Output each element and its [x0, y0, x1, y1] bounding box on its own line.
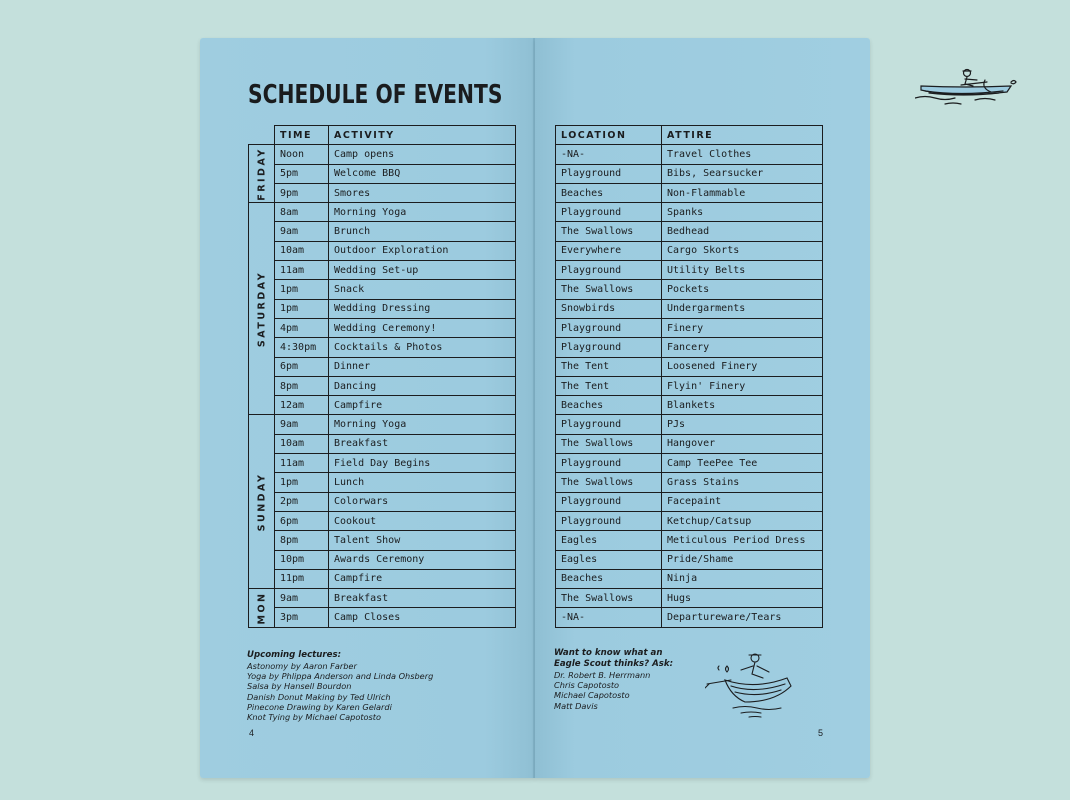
table-row	[249, 396, 516, 415]
table-row	[249, 145, 516, 164]
table-row	[249, 299, 516, 318]
location-cell: The Swallows	[556, 589, 662, 608]
table-row	[249, 531, 516, 550]
attire-cell: Camp TeePee Tee	[662, 454, 823, 473]
day-label: SUNDAY	[256, 472, 267, 532]
location-cell: Playground	[556, 164, 662, 183]
time-cell: 1pm	[275, 473, 329, 492]
lecture-item: Salsa by Hansell Bourdon	[247, 681, 352, 692]
time-cell: 11am	[275, 454, 329, 473]
time-cell: 8pm	[275, 376, 329, 395]
day-label: MON	[256, 591, 267, 625]
location-cell: -NA-	[556, 608, 662, 627]
time-cell: 11am	[275, 261, 329, 280]
location-cell: The Tent	[556, 376, 662, 395]
location-cell: Beaches	[556, 569, 662, 588]
attire-cell: Ninja	[662, 569, 823, 588]
time-cell: 2pm	[275, 492, 329, 511]
table-row	[249, 569, 516, 588]
activity-cell: Smores	[329, 183, 516, 202]
table-row	[249, 261, 516, 280]
table-row	[556, 261, 823, 280]
eagle-heading-line2: Eagle Scout thinks? Ask:	[554, 659, 674, 669]
attire-cell: Grass Stains	[662, 473, 823, 492]
table-row	[249, 608, 516, 627]
table-row	[556, 299, 823, 318]
attire-cell: Non-Flammable	[662, 183, 823, 202]
activity-cell: Cookout	[329, 511, 516, 530]
lecture-item: Yoga by Phlippa Anderson and Linda Ohsberg	[247, 671, 434, 682]
time-cell: 9am	[275, 415, 329, 434]
attire-header: ATTIRE	[662, 126, 823, 145]
location-cell: Playground	[556, 454, 662, 473]
activity-cell: Breakfast	[329, 434, 516, 453]
time-cell: 1pm	[275, 299, 329, 318]
activity-cell: Brunch	[329, 222, 516, 241]
table-row	[556, 531, 823, 550]
lecture-item: Knot Tying by Michael Capotosto	[247, 712, 382, 723]
location-cell: Playground	[556, 318, 662, 337]
table-row	[249, 589, 516, 608]
attire-cell: Fancery	[662, 338, 823, 357]
attire-cell: Flyin' Finery	[662, 376, 823, 395]
table-row	[556, 241, 823, 260]
table-header-row	[556, 126, 823, 145]
day-cell	[249, 589, 275, 628]
table-row	[249, 338, 516, 357]
location-cell: Beaches	[556, 183, 662, 202]
attire-cell: Blankets	[662, 396, 823, 415]
time-cell: 4pm	[275, 318, 329, 337]
activity-cell: Campfire	[329, 569, 516, 588]
activity-cell: Outdoor Exploration	[329, 241, 516, 260]
time-cell: 4:30pm	[275, 338, 329, 357]
attire-cell: Utility Belts	[662, 261, 823, 280]
table-row	[249, 473, 516, 492]
activity-cell: Field Day Begins	[329, 454, 516, 473]
location-cell: Playground	[556, 492, 662, 511]
location-cell: The Swallows	[556, 222, 662, 241]
activity-cell: Welcome BBQ	[329, 164, 516, 183]
location-header: LOCATION	[556, 126, 662, 145]
location-cell: Playground	[556, 338, 662, 357]
time-cell: 8am	[275, 203, 329, 222]
activity-cell: Morning Yoga	[329, 203, 516, 222]
activity-cell: Colorwars	[329, 492, 516, 511]
time-cell: 11pm	[275, 569, 329, 588]
table-row	[556, 589, 823, 608]
eagle-contact: Matt Davis	[554, 700, 598, 711]
location-cell: -NA-	[556, 145, 662, 164]
table-row	[249, 511, 516, 530]
table-row	[249, 318, 516, 337]
time-cell: Noon	[275, 145, 329, 164]
eagle-contact: Chris Capotosto	[554, 680, 620, 691]
table-row	[249, 550, 516, 569]
table-row	[249, 376, 516, 395]
day-cell	[249, 415, 275, 589]
attire-cell: Bibs, Searsucker	[662, 164, 823, 183]
attire-cell: Pockets	[662, 280, 823, 299]
activity-cell: Lunch	[329, 473, 516, 492]
table-header-row	[249, 126, 516, 145]
time-cell: 10pm	[275, 550, 329, 569]
activity-cell: Campfire	[329, 396, 516, 415]
location-cell: Beaches	[556, 396, 662, 415]
lecture-item: Astonomy by Aaron Farber	[247, 661, 357, 671]
eagle-contact: Michael Capotosto	[554, 690, 630, 701]
day-cell	[249, 203, 275, 415]
table-row	[249, 454, 516, 473]
table-row	[556, 511, 823, 530]
table-row	[556, 569, 823, 588]
time-cell: 9pm	[275, 183, 329, 202]
eagle-heading-line1: Want to know what an	[554, 648, 663, 658]
left-page	[200, 38, 535, 778]
attire-cell: Facepaint	[662, 492, 823, 511]
time-cell: 12am	[275, 396, 329, 415]
day-label: FRIDAY	[256, 146, 267, 201]
attire-cell: Undergarments	[662, 299, 823, 318]
table-row	[556, 164, 823, 183]
lecture-item: Pinecone Drawing by Karen Gelardi	[247, 701, 392, 712]
location-cell: Everywhere	[556, 241, 662, 260]
location-cell: Playground	[556, 261, 662, 280]
activity-cell: Wedding Ceremony!	[329, 318, 516, 337]
table-row	[556, 473, 823, 492]
table-row	[249, 222, 516, 241]
attire-cell: Cargo Skorts	[662, 241, 823, 260]
right-page	[535, 38, 870, 778]
activity-cell: Snack	[329, 280, 516, 299]
activity-cell: Camp opens	[329, 145, 516, 164]
location-cell: Eagles	[556, 531, 662, 550]
table-row	[556, 338, 823, 357]
table-row	[556, 550, 823, 569]
attire-cell: Bedhead	[662, 222, 823, 241]
time-cell: 9am	[275, 222, 329, 241]
time-cell: 10am	[275, 241, 329, 260]
activity-cell: Cocktails & Photos	[329, 338, 516, 357]
table-row	[556, 396, 823, 415]
page-number-left: 4	[249, 728, 255, 738]
time-cell: 9am	[275, 589, 329, 608]
day-cell	[249, 145, 275, 203]
attire-cell: Loosened Finery	[662, 357, 823, 376]
table-row	[556, 376, 823, 395]
time-cell: 1pm	[275, 280, 329, 299]
table-row	[249, 164, 516, 183]
location-attire-body	[556, 145, 823, 627]
table-row	[556, 492, 823, 511]
activity-header: ACTIVITY	[329, 126, 516, 145]
attire-cell: Travel Clothes	[662, 145, 823, 164]
table-row	[249, 280, 516, 299]
attire-cell: Pride/Shame	[662, 550, 823, 569]
location-cell: The Swallows	[556, 473, 662, 492]
table-row	[556, 608, 823, 627]
activity-cell: Wedding Set-up	[329, 261, 516, 280]
location-cell: The Tent	[556, 357, 662, 376]
table-row	[556, 183, 823, 202]
time-cell: 8pm	[275, 531, 329, 550]
attire-cell: Spanks	[662, 203, 823, 222]
table-row	[556, 222, 823, 241]
table-row	[556, 203, 823, 222]
attire-cell: PJs	[662, 415, 823, 434]
activity-cell: Wedding Dressing	[329, 299, 516, 318]
table-row	[249, 357, 516, 376]
time-cell: 6pm	[275, 357, 329, 376]
booklet-spread	[200, 38, 870, 778]
page-number-right: 5	[818, 728, 824, 738]
activity-cell: Awards Ceremony	[329, 550, 516, 569]
page-title: SCHEDULE OF EVENTS	[248, 80, 503, 110]
eagle-contact: Dr. Robert B. Herrmann	[554, 670, 651, 680]
location-cell: Playground	[556, 415, 662, 434]
table-row	[556, 454, 823, 473]
location-cell: Snowbirds	[556, 299, 662, 318]
table-row	[556, 434, 823, 453]
day-header-blank	[249, 126, 275, 145]
lecture-item: Danish Donut Making by Ted Ulrich	[247, 691, 391, 702]
activity-cell: Dinner	[329, 357, 516, 376]
rowboat-with-fisherman-illustration	[705, 650, 805, 720]
upcoming-lectures	[247, 650, 507, 722]
time-cell: 10am	[275, 434, 329, 453]
attire-cell: Finery	[662, 318, 823, 337]
location-cell: The Swallows	[556, 434, 662, 453]
activity-cell: Breakfast	[329, 589, 516, 608]
location-cell: Playground	[556, 511, 662, 530]
attire-cell: Hugs	[662, 589, 823, 608]
schedule-body	[249, 145, 516, 627]
table-row	[249, 241, 516, 260]
lectures-heading: Upcoming lectures:	[247, 650, 342, 660]
activity-cell: Camp Closes	[329, 608, 516, 627]
attire-cell: Ketchup/Catsup	[662, 511, 823, 530]
table-row	[556, 415, 823, 434]
time-header: TIME	[275, 126, 329, 145]
table-row	[556, 280, 823, 299]
activity-cell: Talent Show	[329, 531, 516, 550]
table-row	[249, 434, 516, 453]
time-cell: 5pm	[275, 164, 329, 183]
table-row	[556, 145, 823, 164]
rowboat-illustration	[915, 68, 1025, 110]
location-cell: The Swallows	[556, 280, 662, 299]
attire-cell: Hangover	[662, 434, 823, 453]
table-row	[249, 183, 516, 202]
activity-cell: Morning Yoga	[329, 415, 516, 434]
location-cell: Playground	[556, 203, 662, 222]
location-cell: Eagles	[556, 550, 662, 569]
activity-cell: Dancing	[329, 376, 516, 395]
attire-cell: Departureware/Tears	[662, 608, 823, 627]
table-row	[249, 203, 516, 222]
location-attire-table	[555, 125, 823, 628]
time-cell: 6pm	[275, 511, 329, 530]
time-cell: 3pm	[275, 608, 329, 627]
table-row	[556, 357, 823, 376]
attire-cell: Meticulous Period Dress	[662, 531, 823, 550]
schedule-table	[248, 125, 516, 628]
table-row	[556, 318, 823, 337]
table-row	[249, 415, 516, 434]
eagle-scout-note	[554, 648, 724, 711]
day-label: SATURDAY	[256, 270, 267, 347]
table-row	[249, 492, 516, 511]
